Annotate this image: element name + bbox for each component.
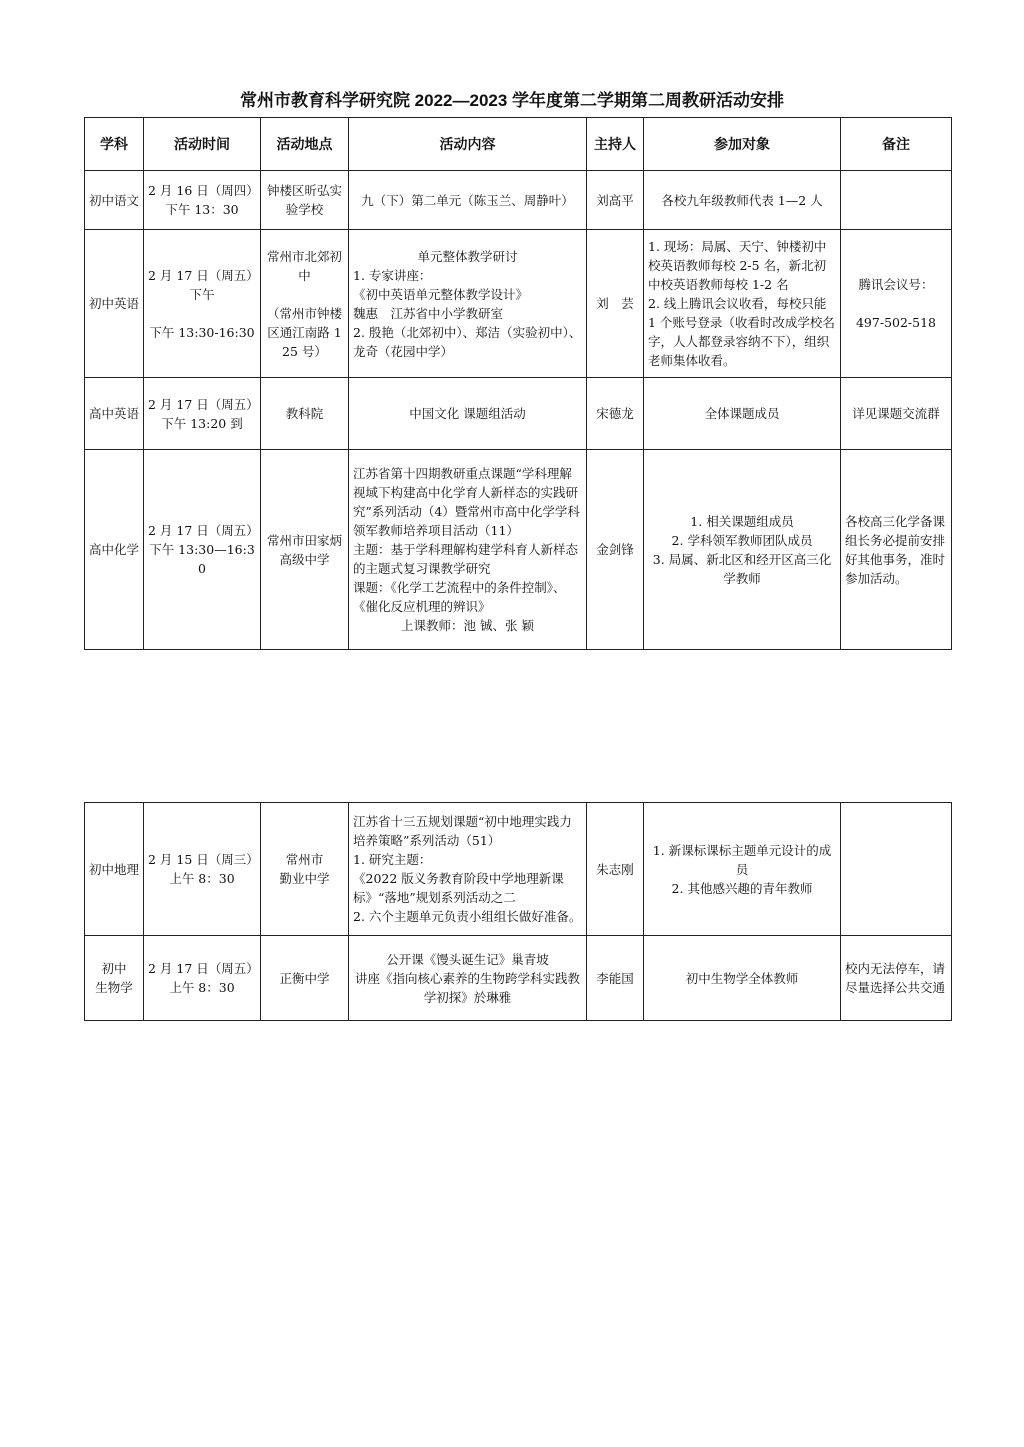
time-cell: 2 月 17 日（周五） 下午 下午 13:30-16:30	[144, 230, 261, 378]
table-row	[85, 450, 952, 650]
place-cell: 常州市田家炳高级中学	[261, 450, 349, 650]
header-place: 活动地点	[261, 118, 349, 171]
table-row	[85, 171, 952, 230]
content-cell: 公开课《馒头诞生记》巢青坡 讲座《指向核心素养的生物跨学科实践教学初探》於琳雅	[349, 936, 587, 1021]
host-cell: 刘高平	[587, 171, 644, 230]
header-participants: 参加对象	[644, 118, 841, 171]
time-cell: 2 月 17 日（周五） 下午 13:20 到	[144, 378, 261, 450]
place-cell: 常州市北郊初中 （常州市钟楼区通江南路 125 号）	[261, 230, 349, 378]
note-cell	[841, 803, 952, 936]
time-cell: 2 月 16 日（周四） 下午 13：30	[144, 171, 261, 230]
host-cell: 刘 芸	[587, 230, 644, 378]
header-host: 主持人	[587, 118, 644, 171]
note-cell: 各校高三化学备课组长务必提前安排好其他事务，准时参加活动。	[841, 450, 952, 650]
host-cell: 李能国	[587, 936, 644, 1021]
schedule-table-page2	[84, 802, 952, 1021]
header-content: 活动内容	[349, 118, 587, 171]
subject-cell: 初中地理	[85, 803, 144, 936]
table-row	[85, 803, 952, 936]
page-title: 常州市教育科学研究院 2022—2023 学年度第二学期第二周教研活动安排	[239, 91, 785, 110]
participants-cell: 初中生物学全体教师	[644, 936, 841, 1021]
subject-cell: 高中化学	[85, 450, 144, 650]
header-subject: 学科	[85, 118, 144, 171]
subject-cell: 高中英语	[85, 378, 144, 450]
time-cell: 2 月 17 日（周五） 上午 8：30	[144, 936, 261, 1021]
content-cell: 中国文化 课题组活动	[349, 378, 587, 450]
content-cell: 江苏省十三五规划课题“初中地理实践力培养策略”系列活动（51） 1. 研究主题： 《2022 版义务教育阶段中学地理新课标》“落地”规划系列活动之二 2. 六个主题单元负责小组组长做好准备。	[349, 803, 587, 936]
table-row	[85, 230, 952, 378]
participants-cell: 各校九年级教师代表 1—2 人	[644, 171, 841, 230]
participants-cell: 1. 现场：局属、天宁、钟楼初中校英语教师每校 2-5 名，新北初中校英语教师每校 1-2 名 2. 线上腾讯会议收看，每校只能 1 个账号登录（收看时改成学校名字，人人都登录容纳不下），组织老师集体收看。	[644, 230, 841, 378]
place-cell: 钟楼区昕弘实验学校	[261, 171, 349, 230]
subject-cell: 初中 生物学	[85, 936, 144, 1021]
time-cell: 2 月 15 日（周三） 上午 8：30	[144, 803, 261, 936]
content-cell: 单元整体教学研讨 1. 专家讲座： 《初中英语单元整体教学设计》 魏惠 江苏省中小学教研室 2. 殷艳（北郊初中）、郑洁（实验初中）、龙奇（花园中学）	[349, 230, 587, 378]
place-cell: 教科院	[261, 378, 349, 450]
header-note: 备注	[841, 118, 952, 171]
time-cell: 2 月 17 日（周五） 下午 13:30—16:30	[144, 450, 261, 650]
subject-cell: 初中语文	[85, 171, 144, 230]
host-cell: 朱志刚	[587, 803, 644, 936]
content-cell: 江苏省第十四期教研重点课题“学科理解视域下构建高中化学育人新样态的实践研究”系列活动（4）暨常州市高中化学学科领军教师培养项目活动（11） 主题：基于学科理解构建学科育人新样态的主题式复习课教学研究 课题：《化学工艺流程中的条件控制》、《催化反应机理的辨识》 上课教师：池 铖、张 颖	[349, 450, 587, 650]
host-cell: 宋德龙	[587, 378, 644, 450]
participants-cell: 1. 相关课题组成员 2. 学科领军教师团队成员 3. 局属、新北区和经开区高三化学教师	[644, 450, 841, 650]
note-cell: 校内无法停车，请尽量选择公共交通	[841, 936, 952, 1021]
note-cell	[841, 171, 952, 230]
place-cell: 常州市 勤业中学	[261, 803, 349, 936]
subject-cell: 初中英语	[85, 230, 144, 378]
table-row	[85, 936, 952, 1021]
participants-cell: 全体课题成员	[644, 378, 841, 450]
participants-cell: 1. 新课标课标主题单元设计的成员 2. 其他感兴趣的青年教师	[644, 803, 841, 936]
header-time: 活动时间	[144, 118, 261, 171]
host-cell: 金剑锋	[587, 450, 644, 650]
place-cell: 正衡中学	[261, 936, 349, 1021]
table-row	[85, 378, 952, 450]
content-cell: 九（下）第二单元（陈玉兰、周静叶）	[349, 171, 587, 230]
schedule-table-page1	[84, 117, 952, 650]
note-cell: 腾讯会议号： 497-502-518	[841, 230, 952, 378]
header-row	[85, 118, 952, 171]
note-cell: 详见课题交流群	[841, 378, 952, 450]
